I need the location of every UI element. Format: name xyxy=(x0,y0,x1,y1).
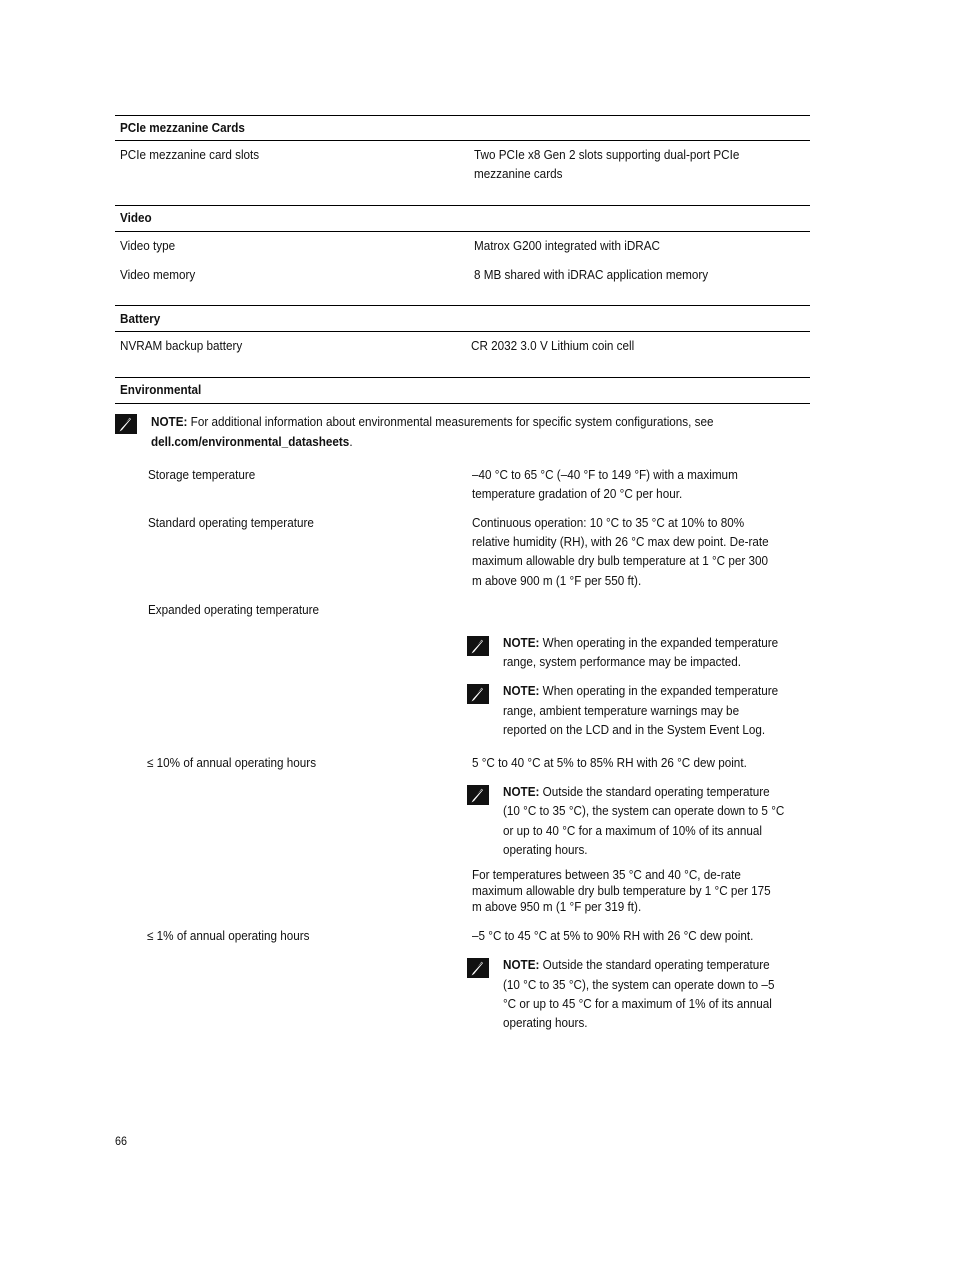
one-percent-note-line3: °C or up to 45 °C for a maximum of 1% of its annual xyxy=(503,996,772,1011)
one-percent-note-line4: operating hours. xyxy=(503,1015,588,1030)
rule-top-battery xyxy=(115,305,810,306)
rule-bottom-video-header xyxy=(115,231,810,232)
label-video-memory: Video memory xyxy=(120,267,196,282)
note-pencil-icon xyxy=(115,414,137,434)
label-ten-percent-hours: ≤ 10% of annual operating hours xyxy=(147,755,317,770)
value-video-memory: 8 MB shared with iDRAC application memory xyxy=(474,267,709,282)
label-standard-operating-temperature: Standard operating temperature xyxy=(148,515,314,530)
label-expanded-operating-temperature: Expanded operating temperature xyxy=(148,602,320,617)
value-video-type: Matrox G200 integrated with iDRAC xyxy=(474,238,660,253)
rule-bottom-environmental-header xyxy=(115,403,810,404)
expanded-note2-line1 xyxy=(503,681,778,700)
value-storage-temperature-line2: temperature gradation of 20 °C per hour. xyxy=(472,486,683,501)
label-storage-temperature: Storage temperature xyxy=(148,467,256,482)
value-one-percent-hours: –5 °C to 45 °C at 5% to 90% RH with 26 °C dew point. xyxy=(472,928,754,943)
value-standard-line3: maximum allowable dry bulb temperature at 1 °C per 300 xyxy=(472,553,769,568)
value-pcie-slots-line1: Two PCIe x8 Gen 2 slots supporting dual-port PCIe xyxy=(474,147,740,162)
rule-bottom-battery-header xyxy=(115,331,810,332)
label-nvram-battery: NVRAM backup battery xyxy=(120,338,243,353)
value-standard-line4: m above 900 m (1 °F per 550 ft). xyxy=(472,573,642,588)
value-pcie-slots-line2: mezzanine cards xyxy=(474,166,563,181)
value-standard-line2: relative humidity (RH), with 26 °C max dew point. De-rate xyxy=(472,534,769,549)
expanded-note1-line1 xyxy=(503,633,778,652)
note-prefix: NOTE: xyxy=(503,635,540,650)
section-header-environmental: Environmental xyxy=(120,382,202,397)
note-pencil-icon xyxy=(467,684,489,704)
note-text: Outside the standard operating temperature xyxy=(542,784,770,799)
rule-bottom-pcie-header xyxy=(115,140,810,141)
note-prefix: NOTE: xyxy=(503,683,540,698)
ten-percent-note-line1 xyxy=(503,782,770,801)
note-text: Outside the standard operating temperature xyxy=(542,957,770,972)
note-pencil-icon xyxy=(467,958,489,978)
expanded-note1-line2: range, system performance may be impacted. xyxy=(503,654,742,669)
environmental-note-line2 xyxy=(151,432,353,451)
environmental-note-line1 xyxy=(151,412,714,431)
note-text: For additional information about environmental measurements for specific system configurations, see xyxy=(190,414,714,429)
note-suffix: . xyxy=(349,434,353,449)
note-pencil-icon xyxy=(467,636,489,656)
ten-percent-note-line4: operating hours. xyxy=(503,842,588,857)
note-pencil-icon xyxy=(467,785,489,805)
ten-percent-derate-line3: m above 950 m (1 °F per 319 ft). xyxy=(472,899,642,914)
value-standard-line1: Continuous operation: 10 °C to 35 °C at 10% to 80% xyxy=(472,515,745,530)
note-text: When operating in the expanded temperature xyxy=(542,683,779,698)
section-header-video: Video xyxy=(120,210,152,225)
value-nvram-battery: CR 2032 3.0 V Lithium coin cell xyxy=(471,338,635,353)
label-one-percent-hours: ≤ 1% of annual operating hours xyxy=(147,928,310,943)
section-header-pcie: PCIe mezzanine Cards xyxy=(120,120,245,135)
note-prefix: NOTE: xyxy=(503,957,540,972)
one-percent-note-line2: (10 °C to 35 °C), the system can operate down to –5 xyxy=(503,977,775,992)
note-prefix: NOTE: xyxy=(503,784,540,799)
one-percent-note-line1 xyxy=(503,955,770,974)
ten-percent-derate-line2: maximum allowable dry bulb temperature by 1 °C per 175 xyxy=(472,883,771,898)
ten-percent-note-line3: or up to 40 °C for a maximum of 10% of its annual xyxy=(503,823,762,838)
expanded-note2-line2: range, ambient temperature warnings may be xyxy=(503,703,740,718)
label-pcie-slots: PCIe mezzanine card slots xyxy=(120,147,260,162)
rule-top-pcie xyxy=(115,115,810,116)
note-text: When operating in the expanded temperature xyxy=(542,635,779,650)
value-ten-percent-hours: 5 °C to 40 °C at 5% to 85% RH with 26 °C dew point. xyxy=(472,755,747,770)
expanded-note2-line3: reported on the LCD and in the System Event Log. xyxy=(503,722,766,737)
value-storage-temperature-line1: –40 °C to 65 °C (–40 °F to 149 °F) with a maximum xyxy=(472,467,738,482)
label-video-type: Video type xyxy=(120,238,176,253)
section-header-battery: Battery xyxy=(120,311,161,326)
rule-top-environmental xyxy=(115,377,810,378)
ten-percent-note-line2: (10 °C to 35 °C), the system can operate down to 5 °C xyxy=(503,803,785,818)
page-number: 66 xyxy=(115,1134,128,1148)
environmental-datasheets-link[interactable]: dell.com/environmental_datasheets xyxy=(151,434,350,449)
ten-percent-derate-line1: For temperatures between 35 °C and 40 °C, de-rate xyxy=(472,867,741,882)
rule-top-video xyxy=(115,205,810,206)
note-prefix: NOTE: xyxy=(151,414,188,429)
